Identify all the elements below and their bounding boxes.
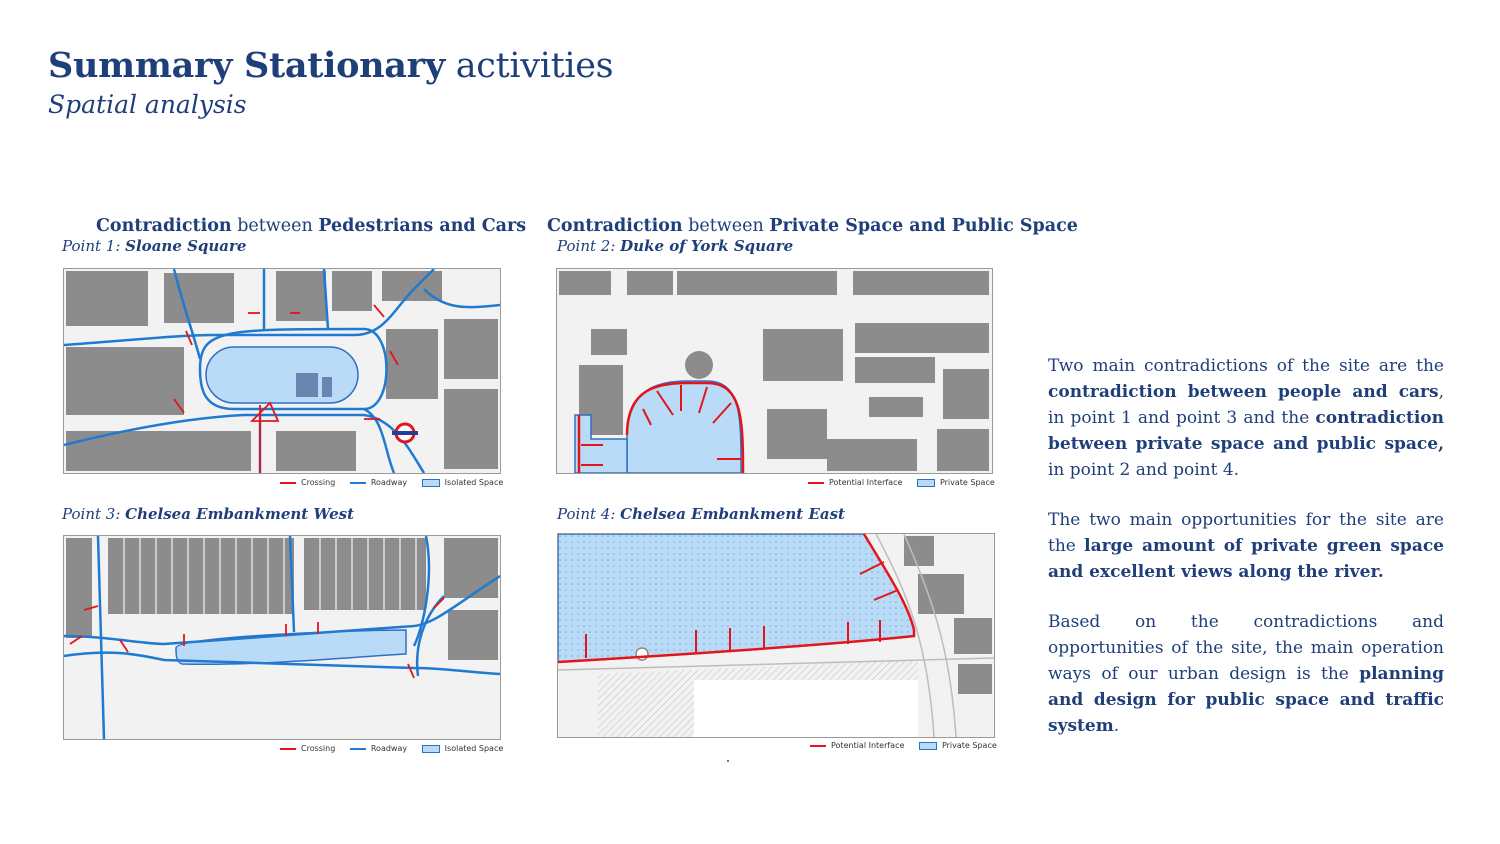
heading-bold: Contradiction — [96, 216, 232, 236]
legend-label: Private Space — [941, 741, 997, 750]
isolated-space-swatch — [422, 479, 440, 487]
map-4-legend — [798, 741, 997, 750]
section-heading-private-public — [547, 216, 1078, 236]
legend-label: Crossing — [301, 478, 336, 487]
private-space-swatch — [917, 479, 935, 487]
legend-label: Potential Interface — [829, 478, 903, 487]
map-sloane-square — [63, 268, 501, 474]
map-2-legend — [796, 478, 995, 487]
heading-bold-2: Private Space and Public Space — [769, 216, 1078, 236]
page-title — [48, 44, 613, 88]
page-marker — [727, 760, 729, 762]
legend-potential-interface — [808, 478, 902, 487]
text-run: Based on the contradictions and opportunities of the site, the main operation ways of our urban design is the — [1048, 612, 1444, 684]
isolated-space-swatch — [422, 745, 440, 753]
point-1-label — [62, 237, 246, 255]
map-chelsea-embankment-east — [557, 533, 995, 738]
map-chelsea-west-drawing — [64, 536, 500, 739]
text-run: in point 2 and point 4. — [1048, 460, 1240, 480]
page-subtitle: Spatial analysis — [48, 90, 247, 119]
point-number: Point 1: — [62, 237, 121, 255]
point-number: Point 2: — [557, 237, 616, 255]
text-run: . — [1113, 716, 1120, 736]
map-chelsea-embankment-west — [63, 535, 501, 740]
legend-label: Crossing — [301, 744, 336, 753]
legend-label: Isolated Space — [444, 744, 504, 753]
point-number: Point 4: — [557, 505, 616, 523]
summary-text — [1048, 353, 1444, 763]
map-chelsea-east-drawing — [558, 534, 994, 737]
legend-crossing — [280, 744, 335, 753]
heading-bold-2: Pedestrians and Cars — [318, 216, 527, 236]
page-title-bold: Summary Stationary — [48, 45, 445, 86]
text-run-bold: large amount of private green space and excellent views along the river. — [1048, 536, 1444, 582]
legend-isolated-space — [422, 478, 504, 487]
heading-mid: between — [237, 216, 313, 236]
section-heading-pedestrians-cars — [96, 216, 526, 236]
private-space-swatch — [919, 742, 937, 750]
potential-interface-swatch — [810, 745, 826, 747]
heading-mid: between — [688, 216, 764, 236]
map-duke-of-york-drawing — [557, 269, 992, 473]
legend-crossing — [280, 478, 335, 487]
heading-bold: Contradiction — [547, 216, 683, 236]
map-duke-of-york-square — [556, 268, 993, 474]
legend-private-space — [917, 478, 995, 487]
legend-label: Isolated Space — [444, 478, 504, 487]
crossing-swatch — [280, 482, 296, 484]
legend-label: Roadway — [370, 478, 408, 487]
potential-interface-swatch — [808, 482, 824, 484]
legend-private-space — [919, 741, 997, 750]
summary-paragraph-1 — [1048, 353, 1444, 483]
legend-roadway — [350, 744, 407, 753]
point-number: Point 3: — [62, 505, 121, 523]
point-4-label — [557, 505, 845, 523]
text-run: The two main opportunities for the site are the — [1048, 510, 1444, 556]
legend-roadway — [350, 478, 407, 487]
page-title-rest: activities — [455, 46, 614, 86]
map-3-legend — [268, 744, 503, 753]
point-2-label — [557, 237, 793, 255]
legend-label: Roadway — [370, 744, 408, 753]
text-run: , in point 1 and point 3 and the — [1048, 382, 1444, 428]
crossing-swatch — [280, 748, 296, 750]
roadway-swatch — [350, 482, 366, 484]
point-name: Chelsea Embankment West — [125, 505, 354, 523]
point-3-label — [62, 505, 354, 523]
text-run: Two main contradictions of the site are the — [1048, 356, 1444, 376]
legend-label: Private Space — [939, 478, 995, 487]
point-name: Chelsea Embankment East — [620, 505, 845, 523]
map-sloane-square-drawing — [64, 269, 500, 473]
point-name: Sloane Square — [125, 237, 247, 255]
legend-isolated-space — [422, 744, 504, 753]
text-run-bold: contradiction between people and cars — [1048, 382, 1439, 402]
point-name: Duke of York Square — [620, 237, 794, 255]
text-run-bold: contradiction between private space and public space, — [1048, 408, 1444, 454]
legend-label: Potential Interface — [831, 741, 905, 750]
roadway-swatch — [350, 748, 366, 750]
legend-potential-interface — [810, 741, 904, 750]
summary-paragraph-3 — [1048, 609, 1444, 739]
summary-paragraph-2 — [1048, 507, 1444, 585]
text-run-bold: planning and design for public space and traffic system — [1048, 664, 1444, 736]
map-1-legend — [268, 478, 503, 487]
